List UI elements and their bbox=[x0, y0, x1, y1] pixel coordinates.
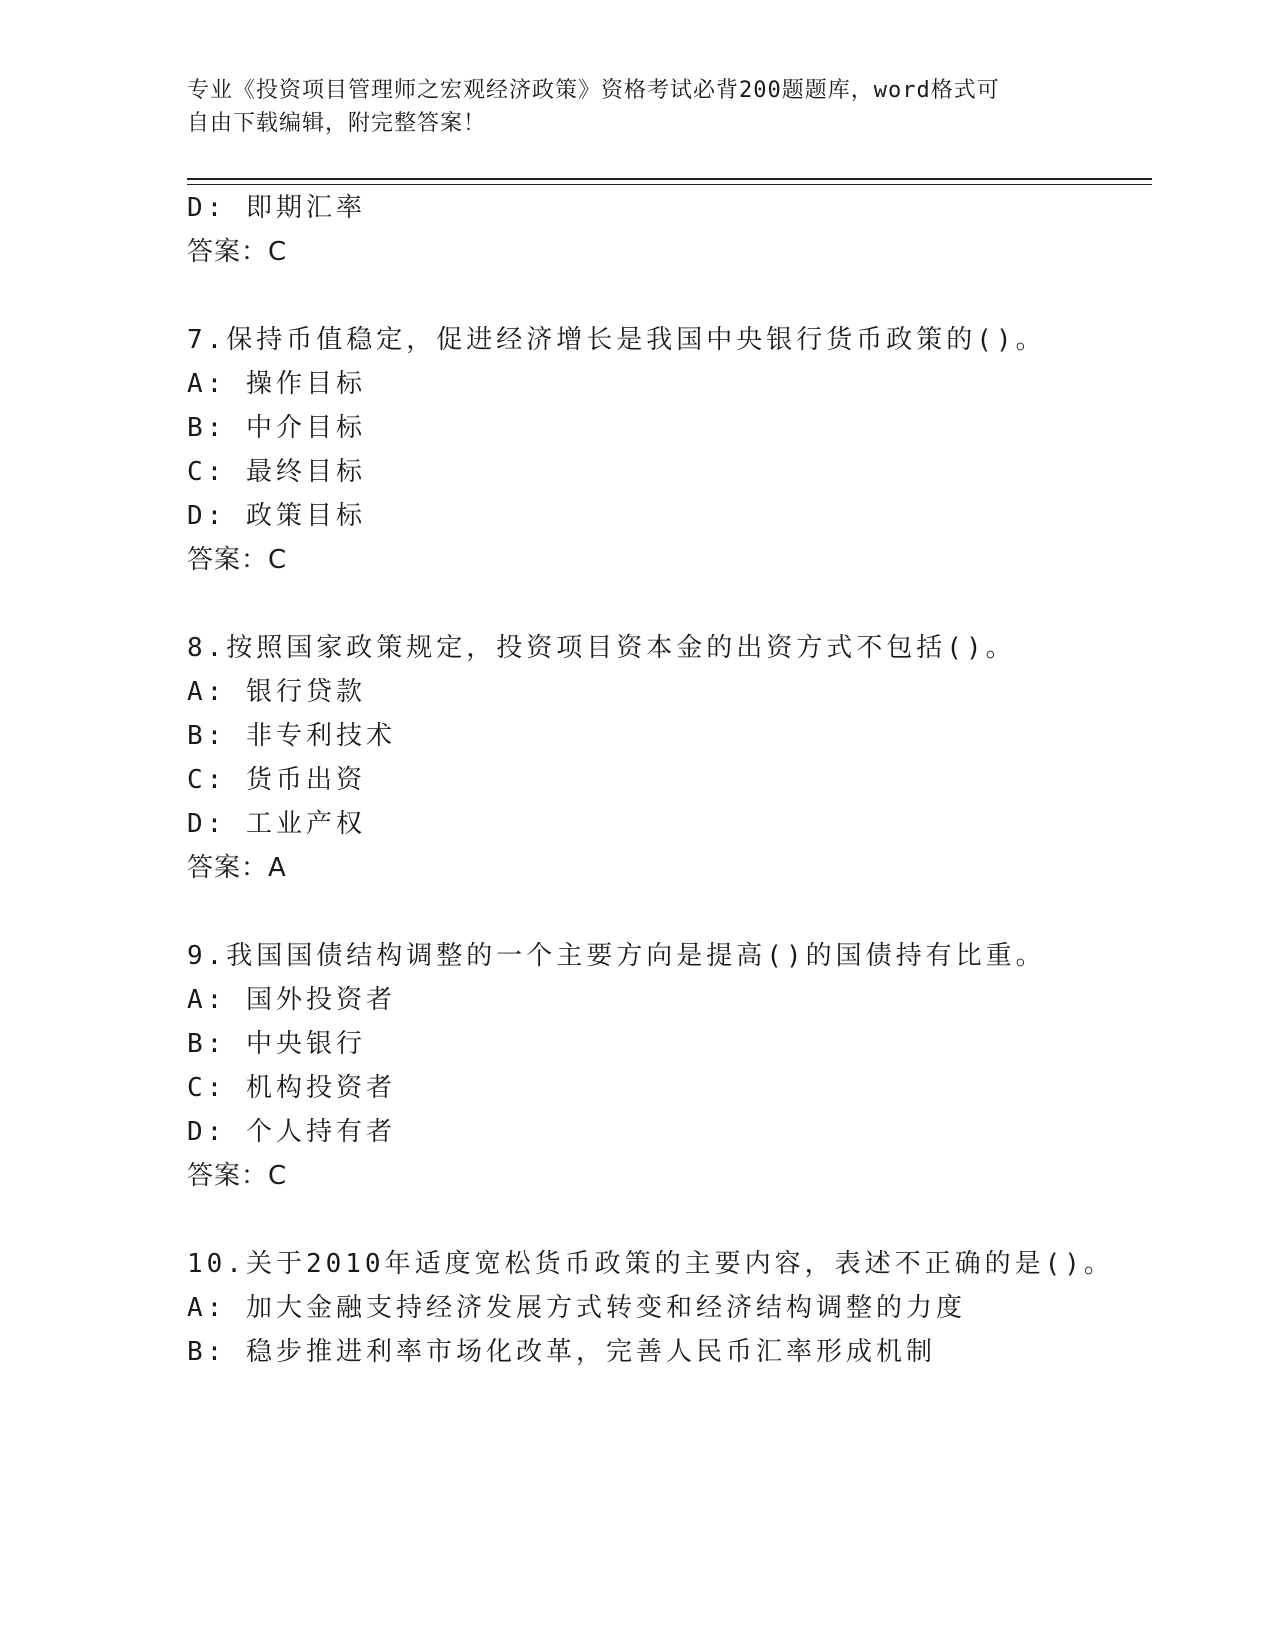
q7-option-b: B: 中介目标 bbox=[187, 413, 366, 443]
header-line-1: 专业《投资项目管理师之宏观经济政策》资格考试必背200题题库，word格式可 bbox=[187, 78, 1000, 103]
q7-option-d: D: 政策目标 bbox=[187, 501, 366, 531]
q9-answer: 答案：C bbox=[187, 1161, 288, 1191]
q8-stem: 8.按照国家政策规定，投资项目资本金的出资方式不包括()。 bbox=[187, 633, 1016, 663]
q10-stem: 10.关于2010年适度宽松货币政策的主要内容，表述不正确的是()。 bbox=[187, 1249, 1114, 1279]
q7-option-a: A: 操作目标 bbox=[187, 369, 366, 399]
q9-option-c: C: 机构投资者 bbox=[187, 1073, 396, 1103]
q10-option-a: A: 加大金融支持经济发展方式转变和经济结构调整的力度 bbox=[187, 1293, 966, 1323]
q10-option-b: B: 稳步推进利率市场化改革，完善人民币汇率形成机制 bbox=[187, 1337, 936, 1367]
q7-stem: 7.保持币值稳定，促进经济增长是我国中央银行货币政策的()。 bbox=[187, 325, 1046, 355]
q6-option-d: D: 即期汇率 bbox=[187, 193, 366, 223]
header-rule-thin bbox=[187, 184, 1152, 185]
document-header bbox=[187, 74, 1067, 140]
q6-answer: 答案：C bbox=[187, 237, 288, 267]
q8-option-d: D: 工业产权 bbox=[187, 809, 366, 839]
q9-option-a: A: 国外投资者 bbox=[187, 985, 396, 1015]
q8-answer: 答案：A bbox=[187, 853, 287, 883]
q8-option-c: C: 货币出资 bbox=[187, 765, 366, 795]
q9-option-b: B: 中央银行 bbox=[187, 1029, 366, 1059]
q7-option-c: C: 最终目标 bbox=[187, 457, 366, 487]
q8-option-a: A: 银行贷款 bbox=[187, 677, 366, 707]
q9-option-d: D: 个人持有者 bbox=[187, 1117, 396, 1147]
header-rule-thick bbox=[187, 178, 1152, 180]
header-line-2: 自由下载编辑，附完整答案！ bbox=[187, 111, 487, 136]
q8-option-b: B: 非专利技术 bbox=[187, 721, 396, 751]
q7-answer: 答案：C bbox=[187, 545, 288, 575]
q9-stem: 9.我国国债结构调整的一个主要方向是提高()的国债持有比重。 bbox=[187, 941, 1046, 971]
